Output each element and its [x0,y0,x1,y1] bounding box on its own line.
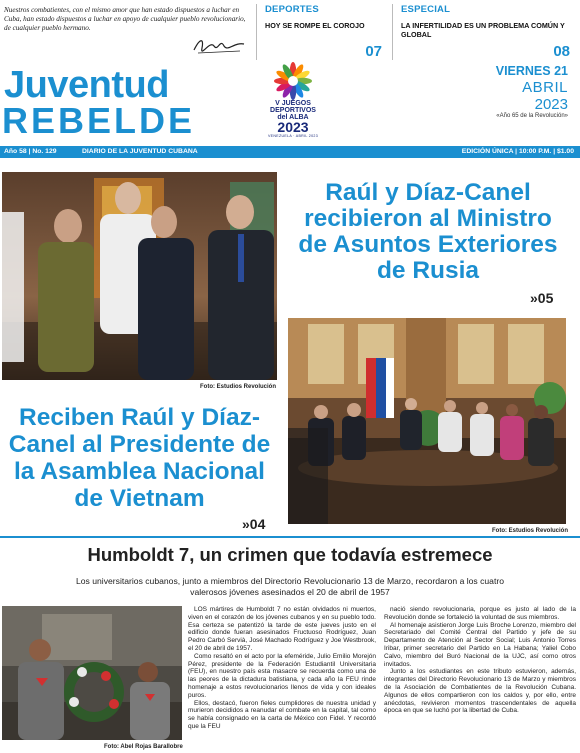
alba-games-logo [262,62,324,144]
games-text-1: V JUEGOS [275,100,311,107]
paragraph: Al homenaje asistieron Jorge Luis Broche Lorenzo, miembro del Secretariado del Comité Central del Partido y jefe de su Departamento de Atención al Sector Social; Luis Antonio Torres Iribar, primer secretario del Partido en La Habana; Yaliel Cobo Calvo, miembro del Buró Nacional de la UJC, así como otros invitados. [384,621,576,668]
photo-humboldt-tribute[interactable] [2,606,182,740]
promo-headline: HOY SE ROMPE EL COROJO [265,21,365,30]
promo-page: 08 [553,43,570,60]
promo-headline: LA INFERTILIDAD ES UN PROBLEMA COMÚN Y GLOBAL [401,21,565,39]
paragraph: Junto a los estudiantes en este tributo estuvieron, además, integrantes del Directorio Revolucionario 13 de Marzo y miembros de la Asociación de Combatientes de la Revolución Cubana. Algunos de ellos compartieron con los caldos y, por ello, entre anécdotas, revivieron momentos trascendentales de aquella época en que se luchó por la libertad de Cuba. [384,668,576,715]
promo-section: ESPECIAL [401,4,451,15]
games-year: 2023 [277,119,309,135]
deck-humboldt: Los universitarios cubanos, junto a miembros del Directorio Revolucionario 13 de Marzo, recordaron a los cuatro valerosos jóvenes asesinados el 20 de abril de 1957 [76,576,504,597]
brand-juventud[interactable]: Juventud [4,64,169,106]
masthead [0,62,580,146]
paragraph: Como resaltó en el acto por la efeméride, Julio Emilio Morejón Pérez, presidente de la Federación Estudiantil Universitaria (FEU), en nuestro país esta masacre se recuerda como una de las peores de la dictadura batistiana, y cada año la FEU rinde homenaje a estos revolucionarios llenos de vida y con ideales puros. [188,652,376,699]
promo-deportes[interactable] [256,4,390,60]
year-motto: «Año 65 de la Revolución» [496,113,568,119]
article-column-1 [188,606,376,731]
photo-credit-vietnam: Foto: Estudios Revolución [200,384,276,390]
headline-rusia[interactable]: Raúl y Díaz-Canel recibieron al Ministro de Asuntos Exteriores de Rusia [298,179,558,284]
games-sub: VENEZUELA · ABRIL 2023 [267,134,318,138]
page-ref-rusia[interactable]: »05 [530,290,554,306]
paragraph: nació siendo revolucionaria, porque es justo al lado de la Revolución donde se fortaleció la voluntad de sus miembros. [384,606,576,621]
headline-vietnam[interactable]: Reciben Raúl y Díaz-Canel al Presidente de la Asamblea Nacional de Vietnam [8,404,271,512]
weekday: VIERNES 21 [495,64,568,78]
paragraph: LOS mártires de Humboldt 7 no están olvidados ni muertos, viven en el corazón de los jóvenes cubanos y en su pueblo todo. Esa certeza se patentizó la tarde de este jueves justo en el edificio donde fueran asesinados Fructuoso Rodríguez, Juan Pedro Carbó Servià, José Machado Rodríguez y Joe Westbrook, el 20 de abril de 1957. [188,606,376,652]
promo-especial[interactable] [392,4,578,60]
edition-price: EDICIÓN ÚNICA | 10:00 P.M. | $1.00 [461,148,574,155]
fidel-signature [190,34,248,56]
alba-flower-icon [266,62,320,100]
photo-vietnam-meeting[interactable] [2,172,277,380]
year: 2023 [534,96,568,113]
info-bar [0,146,580,158]
article-column-2 [384,606,576,715]
top-strip [0,0,580,62]
tagline: DIARIO DE LA JUVENTUD CUBANA [82,148,198,155]
issue-number: Año 58 | No. 129 [4,148,57,155]
section-divider [0,536,580,538]
promo-page: 07 [365,43,382,60]
photo-rusia-meeting[interactable] [288,318,566,524]
paragraph: Ellos, destacó, fueron fieles cumplidores de nuestra unidad y murieron decididos a reanudar el combate en la capital, tal como se había consignado en la carta de México con Fidel. Y recordó que la FEU [188,699,376,730]
photo-credit-humboldt: Foto: Abel Rojas Barallobre [104,744,183,750]
top-quote: Nuestros combatientes, con el mismo amor que han estado dispuestos a luchar en Cuba, han estado dispuestos a luchar en apoyo de cualquier pueblo revolucionario, de cualquier pueblo hermano. [4,6,246,32]
headline-humboldt[interactable]: Humboldt 7, un crimen que todavía estremece [87,544,493,565]
issue-date [496,64,568,119]
games-text-3: del ALBA [277,114,309,121]
month: ABRIL [522,79,568,96]
promo-section: DEPORTES [265,4,319,15]
page-ref-vietnam[interactable]: »04 [242,516,266,532]
photo-credit-rusia: Foto: Estudios Revolución [492,528,568,534]
brand-rebelde[interactable]: REBELDE [2,100,196,141]
games-text-2: DEPORTIVOS [270,107,316,114]
